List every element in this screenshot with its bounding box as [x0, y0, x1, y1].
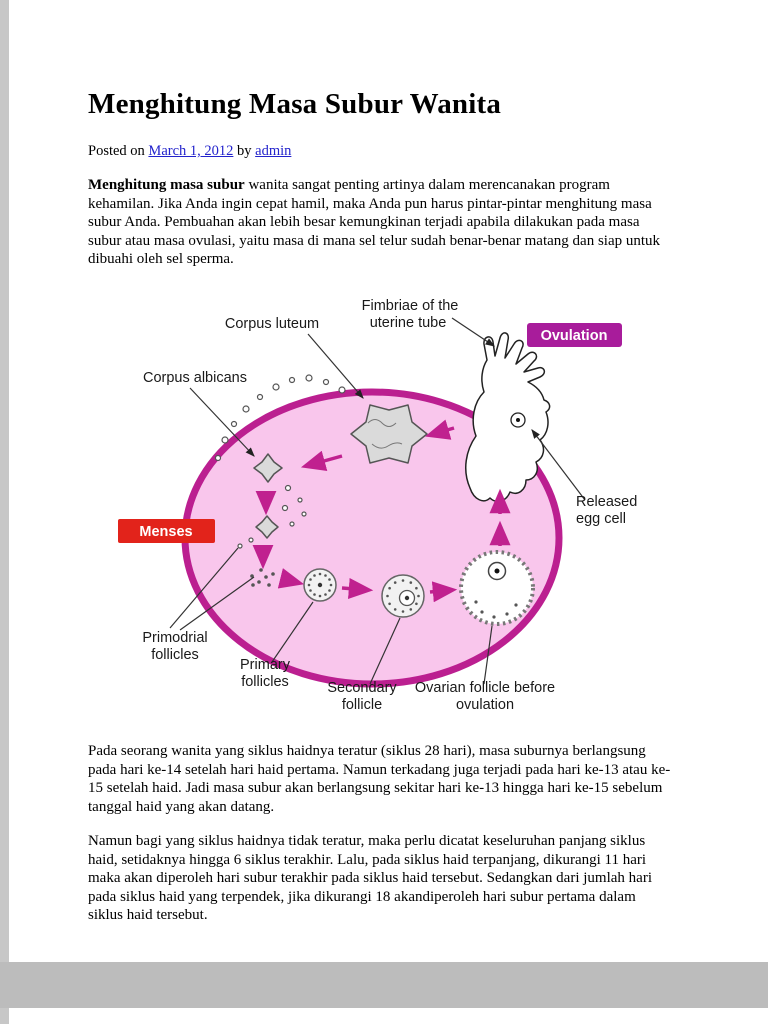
bottom-edge-strip — [0, 962, 768, 1008]
label-ovarian-line2: ovulation — [455, 697, 515, 713]
left-edge-strip — [0, 0, 9, 1024]
post-date-link[interactable]: March 1, 2012 — [148, 143, 234, 159]
paragraph-intro-rest: wanita sangat penting artinya dalam merencanakan program kehamilan. Jika Anda ingin cepat hamil, maka Anda pun harus pintar-pintar menghitung masa subur Anda. Pembuahan akan lebih besar kemungkinan terjadi apabila dilakukan pada masa subur atau masa ovulasi, yaitu masa di mana sel telur sudah benar-benar matang dan siap untuk dibuahi oleh sel sperma. — [88, 177, 661, 268]
ovulation-badge — [527, 323, 622, 347]
label-primodrial-line2: follicles — [151, 647, 199, 663]
paragraph-regular-cycle: Pada seorang wanita yang siklus haidnya teratur (siklus 28 hari), masa suburnya berlangsung pada hari ke-14 setelah hari haid pertama. Namun terkadang juga terjadi pada hari ke-13 atau ke-15 setelah haid. Jadi masa subur akan berlangsung sekitar hari ke-13 hingga hari ke-15 sebelum tanggal haid yang akan datang. — [88, 743, 671, 815]
label-corpus-luteum: Corpus luteum — [224, 316, 320, 332]
post-meta — [88, 143, 291, 160]
label-released-line1: Released — [576, 494, 638, 510]
paragraph-intro — [88, 176, 674, 269]
posted-on-text: Posted on — [88, 143, 149, 159]
label-secondary-line1: Secondary — [327, 680, 397, 696]
menses-badge-label: Menses — [139, 524, 193, 540]
label-ovarian-line1: Ovarian follicle before — [414, 680, 556, 696]
label-fimbriae-line1: Fimbriae of the — [361, 298, 459, 314]
label-primodrial-line1: Primodrial — [142, 630, 208, 646]
mature-follicle-shape — [461, 552, 533, 624]
paragraph-intro-lead: Menghitung masa subur — [88, 177, 245, 193]
secondary-follicle-shape — [382, 575, 424, 617]
paragraph-irregular-cycle: Namun bagi yang siklus haidnya tidak teratur, maka perlu dicatat keseluruhan panjang siklus haid, setidaknya hingga 6 siklus terakhir. Lalu, pada siklus haid terpanjang, dikurangi 11 hari maka akan diperoleh hari subur terakhir pada siklus haid tersebut. Sedangkan dari jumlah hari pada siklus haid yang terpendek, jika dikurangi 18 akandiperoleh hari subur pertama dalam siklus haid tersebut. — [88, 833, 652, 924]
page-title: Menghitung Masa Subur Wanita — [88, 88, 502, 120]
author-link[interactable]: admin — [255, 143, 292, 159]
label-fimbriae-line2: uterine tube — [369, 315, 447, 331]
label-primary-line2: follicles — [241, 674, 289, 690]
ovary-cycle-diagram — [80, 288, 680, 728]
label-primary-line1: Primary — [240, 657, 290, 673]
label-corpus-albicans: Corpus albicans — [143, 370, 247, 386]
label-secondary-line2: follicle — [341, 697, 383, 713]
ovulation-badge-label: Ovulation — [540, 328, 608, 344]
menses-badge — [118, 519, 215, 543]
by-text: by — [233, 143, 256, 159]
primary-follicle-shape — [304, 569, 336, 601]
label-released-line2: egg cell — [576, 511, 626, 527]
